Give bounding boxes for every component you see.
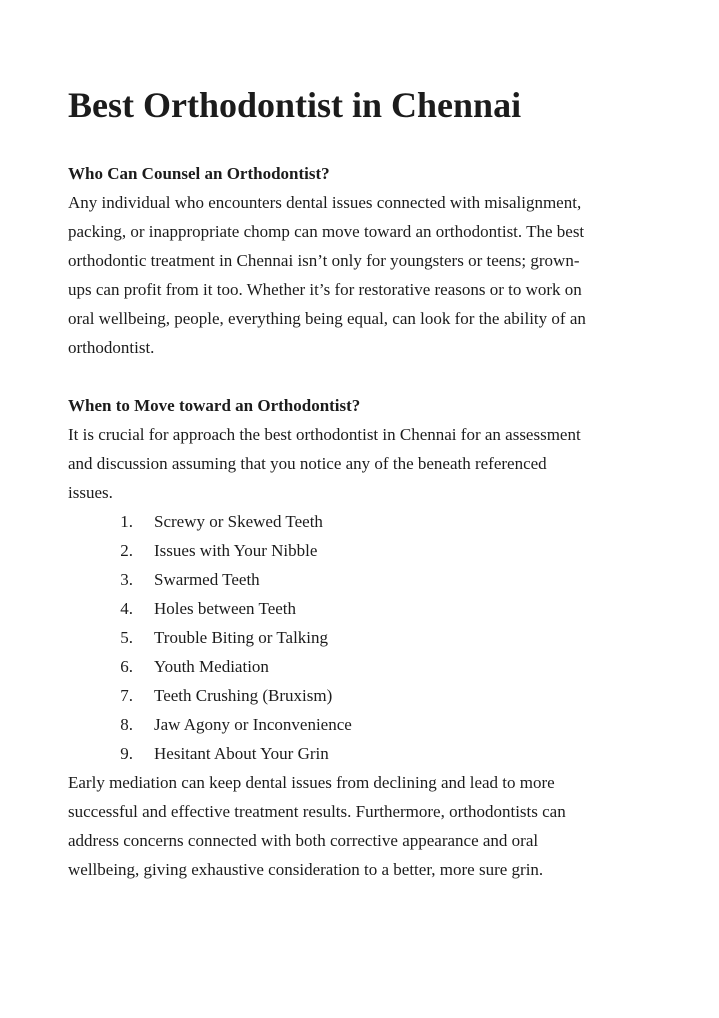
list-item-number: 8. (120, 715, 133, 734)
list-item (68, 739, 668, 768)
list-item-number: 7. (120, 686, 133, 705)
paragraph-line: orthodontist. (68, 338, 155, 357)
section-heading-who-can-counsel: Who Can Counsel an Orthodontist? (68, 164, 330, 183)
list-item-text: Jaw Agony or Inconvenience (154, 715, 352, 734)
list-item (68, 594, 668, 623)
paragraph-line: packing, or inappropriate chomp can move toward an orthodontist. The best (68, 222, 585, 241)
list-item-text: Teeth Crushing (Bruxism) (154, 686, 333, 705)
document-page (68, 84, 668, 884)
paragraph-line: oral wellbeing, people, everything being equal, can look for the ability of an (68, 309, 586, 328)
section-paragraph-who-can-counsel (68, 188, 668, 362)
section-intro-when-to-move (68, 420, 668, 507)
list-item (68, 507, 668, 536)
list-item-text: Screwy or Skewed Teeth (154, 512, 323, 531)
list-item (68, 681, 668, 710)
paragraph-line: Early mediation can keep dental issues from declining and lead to more (68, 773, 555, 792)
section-closing-paragraph (68, 768, 668, 884)
page-title: Best Orthodontist in Chennai (68, 85, 522, 125)
list-item-text: Holes between Teeth (154, 599, 297, 618)
paragraph-line: Any individual who encounters dental issues connected with misalignment, (68, 193, 582, 212)
paragraph-line: orthodontic treatment in Chennai isn’t only for youngsters or teens; grown- (68, 251, 580, 270)
list-item-number: 3. (120, 570, 133, 589)
list-item (68, 536, 668, 565)
list-item-text: Swarmed Teeth (154, 570, 260, 589)
list-item (68, 652, 668, 681)
list-item-number: 2. (120, 541, 133, 560)
list-item-number: 4. (120, 599, 133, 618)
paragraph-line: address concerns connected with both corrective appearance and oral (68, 831, 539, 850)
list-item-text: Youth Mediation (154, 657, 269, 676)
list-item (68, 623, 668, 652)
list-item (68, 565, 668, 594)
list-item-number: 1. (120, 512, 133, 531)
issues-list (68, 507, 668, 768)
list-item-number: 9. (120, 744, 133, 763)
paragraph-line: ups can profit from it too. Whether it’s for restorative reasons or to work on (68, 280, 582, 299)
list-item-text: Trouble Biting or Talking (154, 628, 329, 647)
paragraph-line: It is crucial for approach the best orthodontist in Chennai for an assessment (68, 425, 581, 444)
list-item-text: Hesitant About Your Grin (154, 744, 329, 763)
paragraph-line: wellbeing, giving exhaustive consideration to a better, more sure grin. (68, 860, 544, 879)
paragraph-line: successful and effective treatment results. Furthermore, orthodontists can (68, 802, 566, 821)
section-heading-when-to-move: When to Move toward an Orthodontist? (68, 396, 361, 415)
list-item-number: 6. (120, 657, 133, 676)
list-item (68, 710, 668, 739)
list-item-number: 5. (120, 628, 133, 647)
paragraph-line: and discussion assuming that you notice any of the beneath referenced (68, 454, 547, 473)
list-item-text: Issues with Your Nibble (154, 541, 318, 560)
paragraph-line: issues. (68, 483, 113, 502)
